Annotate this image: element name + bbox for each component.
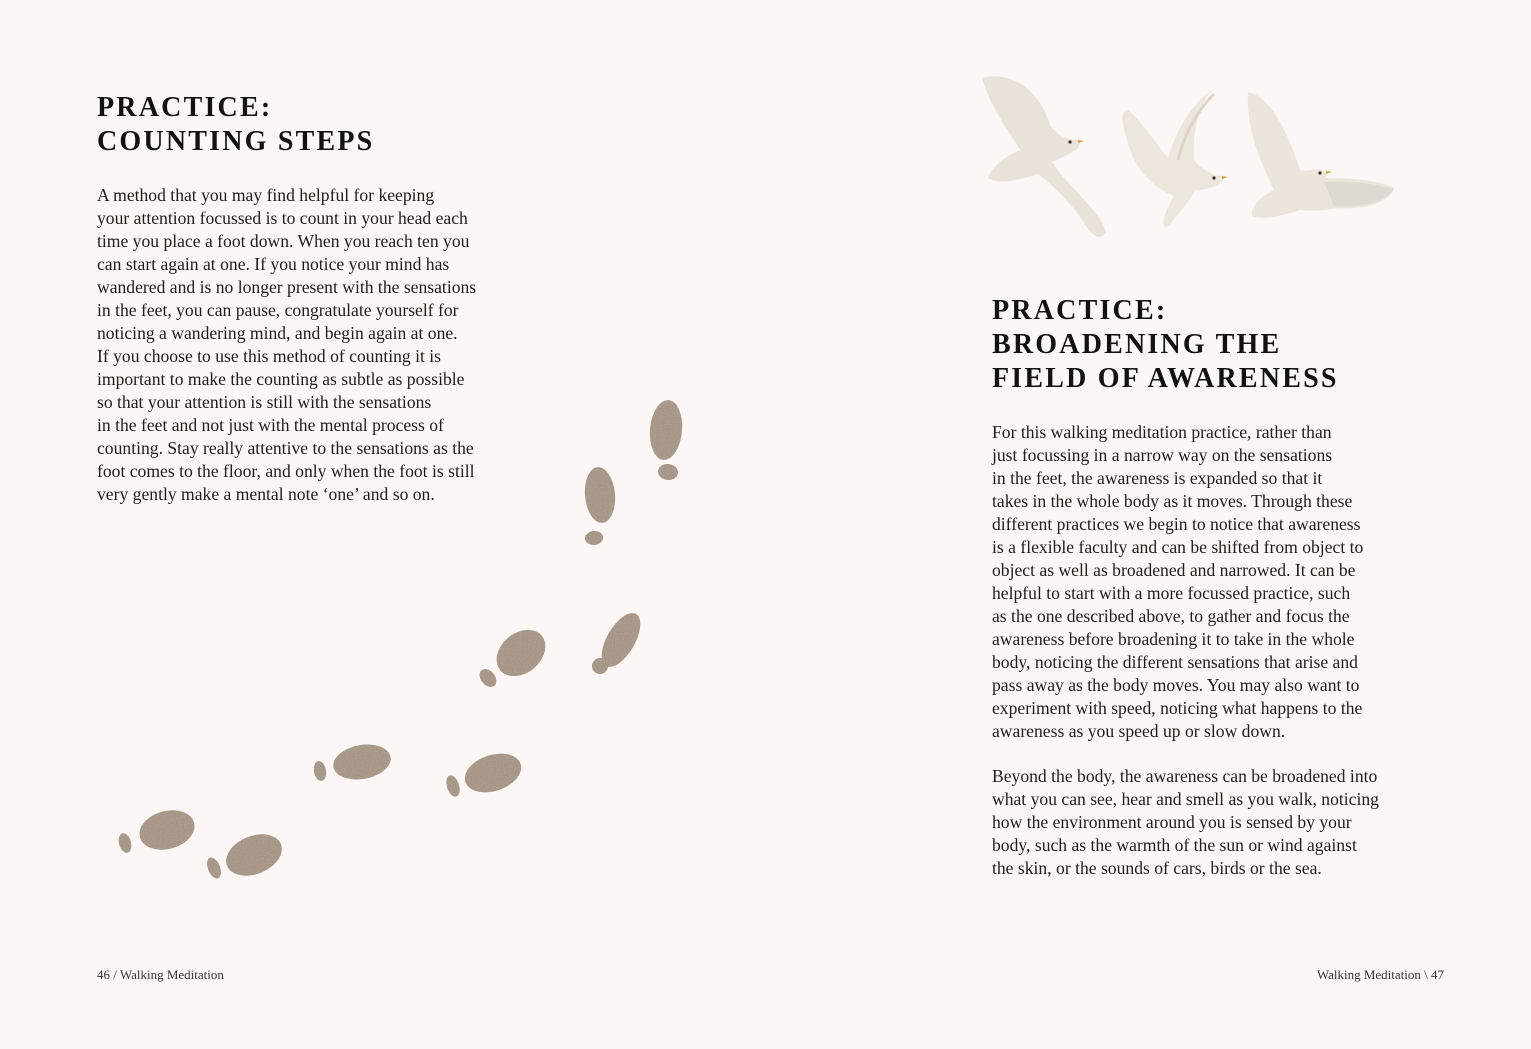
right-heading (992, 294, 1339, 396)
text-line: body, noticing the different sensations that arise and (992, 652, 1358, 672)
text-line: awareness as you speed up or slow down. (992, 721, 1286, 741)
right-page (765, 0, 1531, 1049)
text-line: For this walking meditation practice, rather than (992, 422, 1332, 442)
left-heading-line-1: PRACTICE: (97, 92, 273, 123)
text-line: is a flexible faculty and can be shifted from object to (992, 537, 1364, 557)
text-line: just focussing in a narrow way on the sensations (992, 445, 1333, 465)
right-heading-line-1: PRACTICE: (992, 295, 1168, 326)
footprint-icon (204, 827, 288, 884)
text-line: counting. Stay really attentive to the sensations as the (97, 438, 474, 458)
right-heading-line-3: FIELD OF AWARENESS (992, 363, 1339, 394)
text-line: your attention focussed is to count in your head each (97, 208, 468, 228)
text-line: in the feet and not just with the mental process of (97, 415, 444, 435)
footprint-heel (204, 856, 223, 881)
footprint-sole (330, 740, 393, 784)
text-line: Beyond the body, the awareness can be broadened into (992, 766, 1378, 786)
footprint-heel (584, 530, 603, 546)
text-line: so that your attention is still with the sensations (97, 392, 432, 412)
right-body-paragraph-2 (992, 765, 1379, 880)
text-line: the skin, or the sounds of cars, birds or the sea. (992, 858, 1322, 878)
footprints-illustration (100, 390, 700, 890)
footprint-heel (657, 463, 678, 481)
text-line: wandered and is no longer present with the sensations (97, 277, 477, 297)
text-line: very gently make a mental note ‘one’ and so on. (97, 484, 435, 504)
text-line: noticing a wandering mind, and begin again at one. (97, 323, 458, 343)
footprint-sole (460, 747, 526, 799)
text-line: can start again at one. If you notice your mind has (97, 254, 450, 274)
dove-icon (982, 76, 1106, 237)
text-line: foot comes to the floor, and only when the foot is still (97, 461, 475, 481)
footprint-sole (487, 620, 554, 685)
footprint-icon (117, 804, 199, 855)
dove-icon (1122, 88, 1228, 228)
text-line: takes in the whole body as it moves. Through these (992, 491, 1353, 511)
footprint-heel (476, 666, 500, 690)
text-line: important to make the counting as subtle as possible (97, 369, 465, 389)
footprint-heel (117, 832, 134, 854)
text-line: in the feet, the awareness is expanded so that it (992, 468, 1323, 488)
left-heading (97, 91, 374, 159)
text-line: body, such as the warmth of the sun or wind against (992, 835, 1357, 855)
text-line: experiment with speed, noticing what happens to the (992, 698, 1363, 718)
footprint-icon (583, 466, 618, 546)
footprint-icon (312, 740, 393, 784)
left-heading-line-2: COUNTING STEPS (97, 126, 375, 157)
right-body-paragraph-1 (992, 421, 1363, 743)
dove-icon (1248, 92, 1394, 218)
text-line: If you choose to use this method of counting it is (97, 346, 442, 366)
text-line: pass away as the body moves. You may also want to (992, 675, 1360, 695)
footprint-icon (444, 747, 526, 799)
footprint-sole (135, 804, 199, 855)
footprint-heel (312, 760, 327, 782)
footprint-icon (647, 399, 684, 481)
text-line: in the feet, you can pause, congratulate yourself for (97, 300, 459, 320)
right-heading-line-2: BROADENING THE (992, 329, 1282, 360)
text-line: object as well as broadened and narrowed. It can be (992, 560, 1356, 580)
text-line: how the environment around you is sensed by your (992, 812, 1352, 832)
text-line: what you can see, hear and smell as you walk, noticing (992, 789, 1379, 809)
footprint-sole (220, 827, 288, 884)
text-line: awareness before broadening it to take in the whole (992, 629, 1355, 649)
text-line: helpful to start with a more focussed practice, such (992, 583, 1351, 603)
text-line: as the one described above, to gather and focus the (992, 606, 1350, 626)
text-line: A method that you may find helpful for keeping (97, 185, 435, 205)
footprint-icon (589, 607, 648, 677)
footprint-sole (647, 399, 684, 462)
footprint-sole (583, 466, 618, 524)
left-folio: 46 / Walking Meditation (97, 967, 224, 982)
text-line: different practices we begin to notice that awareness (992, 514, 1361, 534)
text-line: time you place a foot down. When you reach ten you (97, 231, 470, 251)
right-folio: Walking Meditation \ 47 (1316, 967, 1444, 982)
footprint-icon (476, 620, 554, 690)
left-page (0, 0, 765, 1049)
footprint-heel (444, 774, 462, 799)
doves-illustration (970, 70, 1410, 250)
